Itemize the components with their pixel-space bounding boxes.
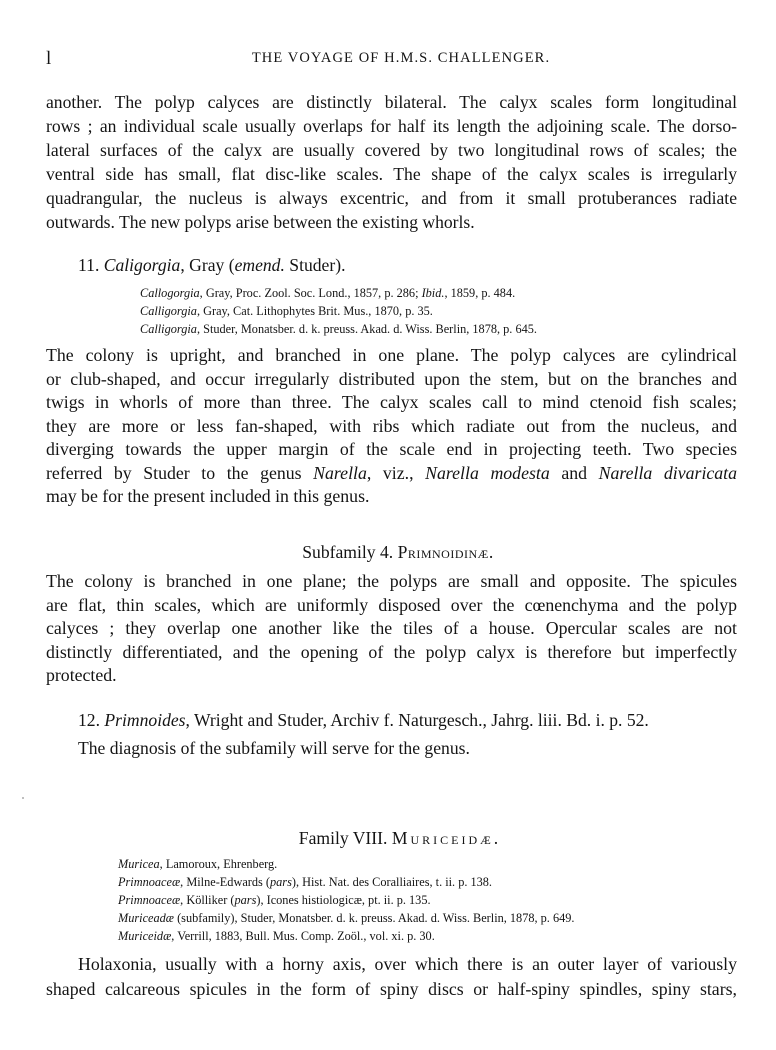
- ibid-label: Ibid.: [421, 286, 445, 300]
- text-line: ventral side has small, flat disc-like scales. The shape of the calyx scales is irregularly: [46, 164, 737, 184]
- synonym-name: Muriceadæ: [118, 911, 175, 925]
- intro-paragraph: [46, 90, 737, 234]
- text-line: or club-shaped, and occur irregularly distributed upon the stem, but on the branches and: [46, 368, 737, 389]
- synonym-reference: , Gray, Proc. Zool. Soc. Lond., 1857, p. 286;: [199, 286, 422, 300]
- synonym-reference: , Gray, Cat. Lithophytes Brit. Mus., 1870, p. 35.: [196, 304, 433, 318]
- synonym-reference: ), Icones histiologicæ, pt. ii. p. 135.: [256, 893, 431, 907]
- primnoides-diagnosis: [78, 736, 736, 760]
- genus-name: Primnoides: [104, 710, 186, 730]
- synonym-reference: , Verrill, 1883, Bull. Mus. Comp. Zoöl., vol. xi. p. 30.: [171, 929, 435, 943]
- synonym-name: Muricea: [118, 857, 160, 871]
- text-line: shaped calcareous spicules in the form of spiny discs or half-spiny spindles, spiny stars,: [46, 979, 737, 999]
- text-line: rows ; an individual scale usually overlaps for half its length the adjoining scale. The dorso-: [46, 116, 737, 136]
- subfamily-label: Subfamily 4.: [302, 542, 394, 562]
- synonym-entry: [118, 927, 574, 945]
- synonym-name: Primnoaceæ: [118, 893, 181, 907]
- synonym-entry: [140, 320, 537, 338]
- synonym-entry: [140, 284, 537, 302]
- family-name: Muriceidæ.: [391, 828, 502, 848]
- page-header: [46, 48, 736, 72]
- family-heading: [0, 828, 776, 849]
- synonym-name: Callogorgia: [140, 286, 200, 300]
- synonym-reference: ), Hist. Nat. des Coralliaires, t. ii. p. 138.: [291, 875, 493, 889]
- synonym-reference: , Studer, Monatsber. d. k. preuss. Akad. d. Wiss. Berlin, 1878, p. 645.: [196, 322, 537, 336]
- synonym-reference: , Kölliker (: [180, 893, 235, 907]
- text-fragment: referred by Studer to the genus: [46, 462, 314, 483]
- family-description: [46, 952, 737, 1002]
- pars-label: pars: [270, 875, 292, 889]
- genus-heading-caligorgia: [78, 255, 345, 276]
- species-name-divaricata: Narella divaricata: [598, 462, 737, 483]
- genus-author: , Gray (: [180, 255, 235, 275]
- genus-name: Caligorgia: [103, 255, 181, 275]
- subfamily-description: [46, 570, 737, 688]
- text-line: The colony is branched in one plane; the polyps are small and opposite. The spicules: [46, 571, 737, 591]
- synonym-entry: [118, 873, 574, 891]
- synonym-reference: , 1859, p. 484.: [444, 286, 516, 300]
- emend-label: emend.: [234, 255, 285, 275]
- synonym-name: Primnoaceæ: [118, 875, 181, 889]
- text-line: are flat, thin scales, which are uniformly disposed over the cœnenchyma and the polyp: [46, 594, 737, 615]
- synonym-entry: [118, 909, 574, 927]
- synonym-entry: [118, 855, 574, 873]
- text-fragment: , viz.,: [366, 462, 426, 483]
- text-line: outwards. The new polyps arise between the existing whorls.: [46, 212, 475, 232]
- text-line: another. The polyp calyces are distinctly bilateral. The calyx scales form longitudinal: [46, 92, 737, 112]
- text-line: distinctly differentiated, and the opening of the polyp calyx is therefore but imperfectly: [46, 641, 737, 662]
- text-line: calyces ; they overlap one another like the tiles of a house. Opercular scales are not: [46, 618, 737, 638]
- text-line: The colony is upright, and branched in one plane. The polyp calyces are cylindrical: [46, 345, 737, 365]
- synonymy-list: [140, 284, 537, 338]
- synonym-entry: [118, 891, 574, 909]
- pars-label: pars: [234, 893, 257, 907]
- text-line: they are more or less fan-shaped, with ribs which radiate out from the nucleus, and: [46, 415, 737, 436]
- family-synonymy-list: [118, 855, 574, 945]
- caligorgia-description: [46, 344, 737, 509]
- family-label: Family VIII.: [298, 828, 388, 848]
- synonym-name: Calligorgia: [140, 322, 197, 336]
- page-number: l: [46, 48, 52, 69]
- subfamily-name: Primnoidinæ.: [397, 542, 494, 562]
- margin-speck: [22, 797, 24, 799]
- text-line: quadrangular, the nucleus is always excentric, and from it small protuberances radiate: [46, 188, 737, 208]
- text-line: lateral surfaces of the calyx are usually covered by two longitudinal rows of scales; the: [46, 140, 737, 160]
- text-line: Holaxonia, usually with a horny axis, over which there is an outer layer of variously: [78, 954, 737, 974]
- running-title: THE VOYAGE OF H.M.S. CHALLENGER.: [251, 50, 551, 66]
- genus-name-narella: Narella: [313, 462, 367, 483]
- text-line: twigs in whorls of more than three. The calyx scales call to mind ctenoid fish scales;: [46, 392, 737, 412]
- genus-author-close: Studer).: [284, 255, 346, 275]
- genus-number: 12.: [78, 710, 100, 730]
- text-line: may be for the present included in this genus.: [46, 486, 370, 506]
- subfamily-heading: [0, 542, 776, 563]
- text-line: diverging towards the upper margin of the scale end in projecting teeth. Two species: [46, 439, 737, 459]
- synonym-name: Muriceidæ: [118, 929, 172, 943]
- synonym-entry: [140, 302, 537, 320]
- synonym-reference: (subfamily), Studer, Monatsber. d. k. preuss. Akad. d. Wiss. Berlin, 1878, p. 649.: [174, 911, 575, 925]
- genus-number: 11.: [78, 255, 100, 275]
- synonym-reference: , Milne-Edwards (: [180, 875, 270, 889]
- text-line: protected.: [46, 665, 117, 685]
- text-line: [46, 462, 737, 486]
- genus-heading-primnoides: [78, 710, 649, 731]
- genus-author: , Wright and Studer, Archiv f. Naturgesch., Jahrg. liii. Bd. i. p. 52.: [185, 710, 649, 730]
- species-name-modesta: Narella modesta: [425, 462, 550, 483]
- synonym-reference: , Lamoroux, Ehrenberg.: [159, 857, 278, 871]
- text-fragment: and: [549, 462, 599, 483]
- synonym-name: Calligorgia: [140, 304, 197, 318]
- text-line: The diagnosis of the subfamily will serve for the genus.: [78, 738, 470, 758]
